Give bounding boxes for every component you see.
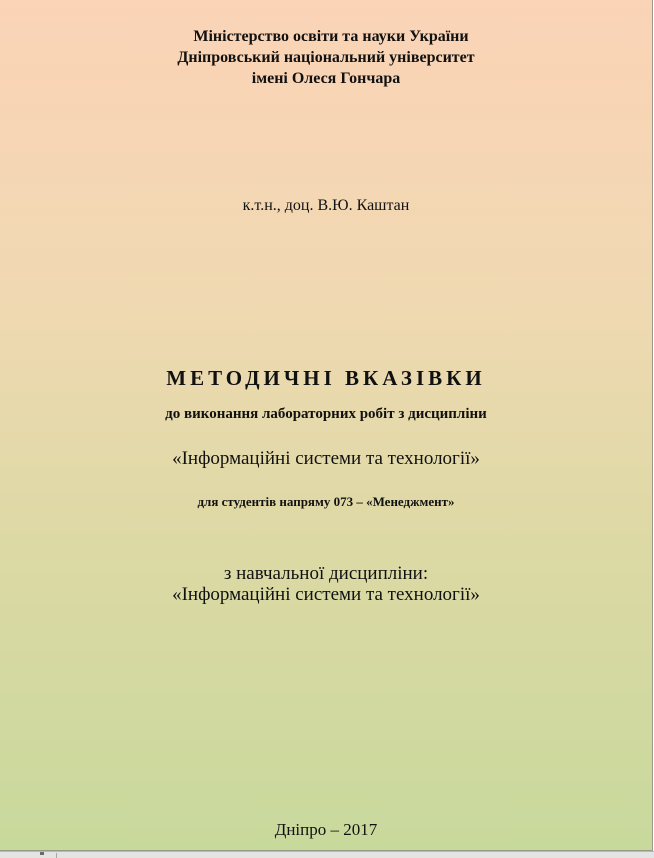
author-line: [0, 196, 652, 216]
document-subtitle: до виконання лабораторних робіт з дисципліни: [165, 406, 487, 422]
course-discipline-block: [0, 563, 652, 605]
ministry-line: Міністерство освіти та науки України: [193, 28, 469, 45]
status-bar: [0, 851, 654, 858]
students-line: для студентів напряму 073 – «Менеджмент»: [197, 494, 455, 509]
city-year: Дніпро – 2017: [274, 820, 378, 839]
course-discipline-name: «Інформаційні системи та технології»: [172, 584, 480, 605]
university-line: Дніпровський національний університет: [177, 49, 475, 66]
course-discipline-label: з навчальної дисципліни:: [223, 563, 429, 584]
author-name: к.т.н., доц. В.Ю. Каштан: [242, 197, 410, 214]
status-bar-divider: [56, 853, 57, 858]
university-name-line: імені Олеся Гончара: [251, 70, 401, 87]
discipline-name: «Інформаційні системи та технології»: [172, 448, 480, 469]
document-title: МЕТОДИЧНІ ВКАЗІВКИ: [166, 366, 486, 390]
page-indicator-icon: [40, 852, 44, 855]
ministry-header: [0, 26, 652, 89]
